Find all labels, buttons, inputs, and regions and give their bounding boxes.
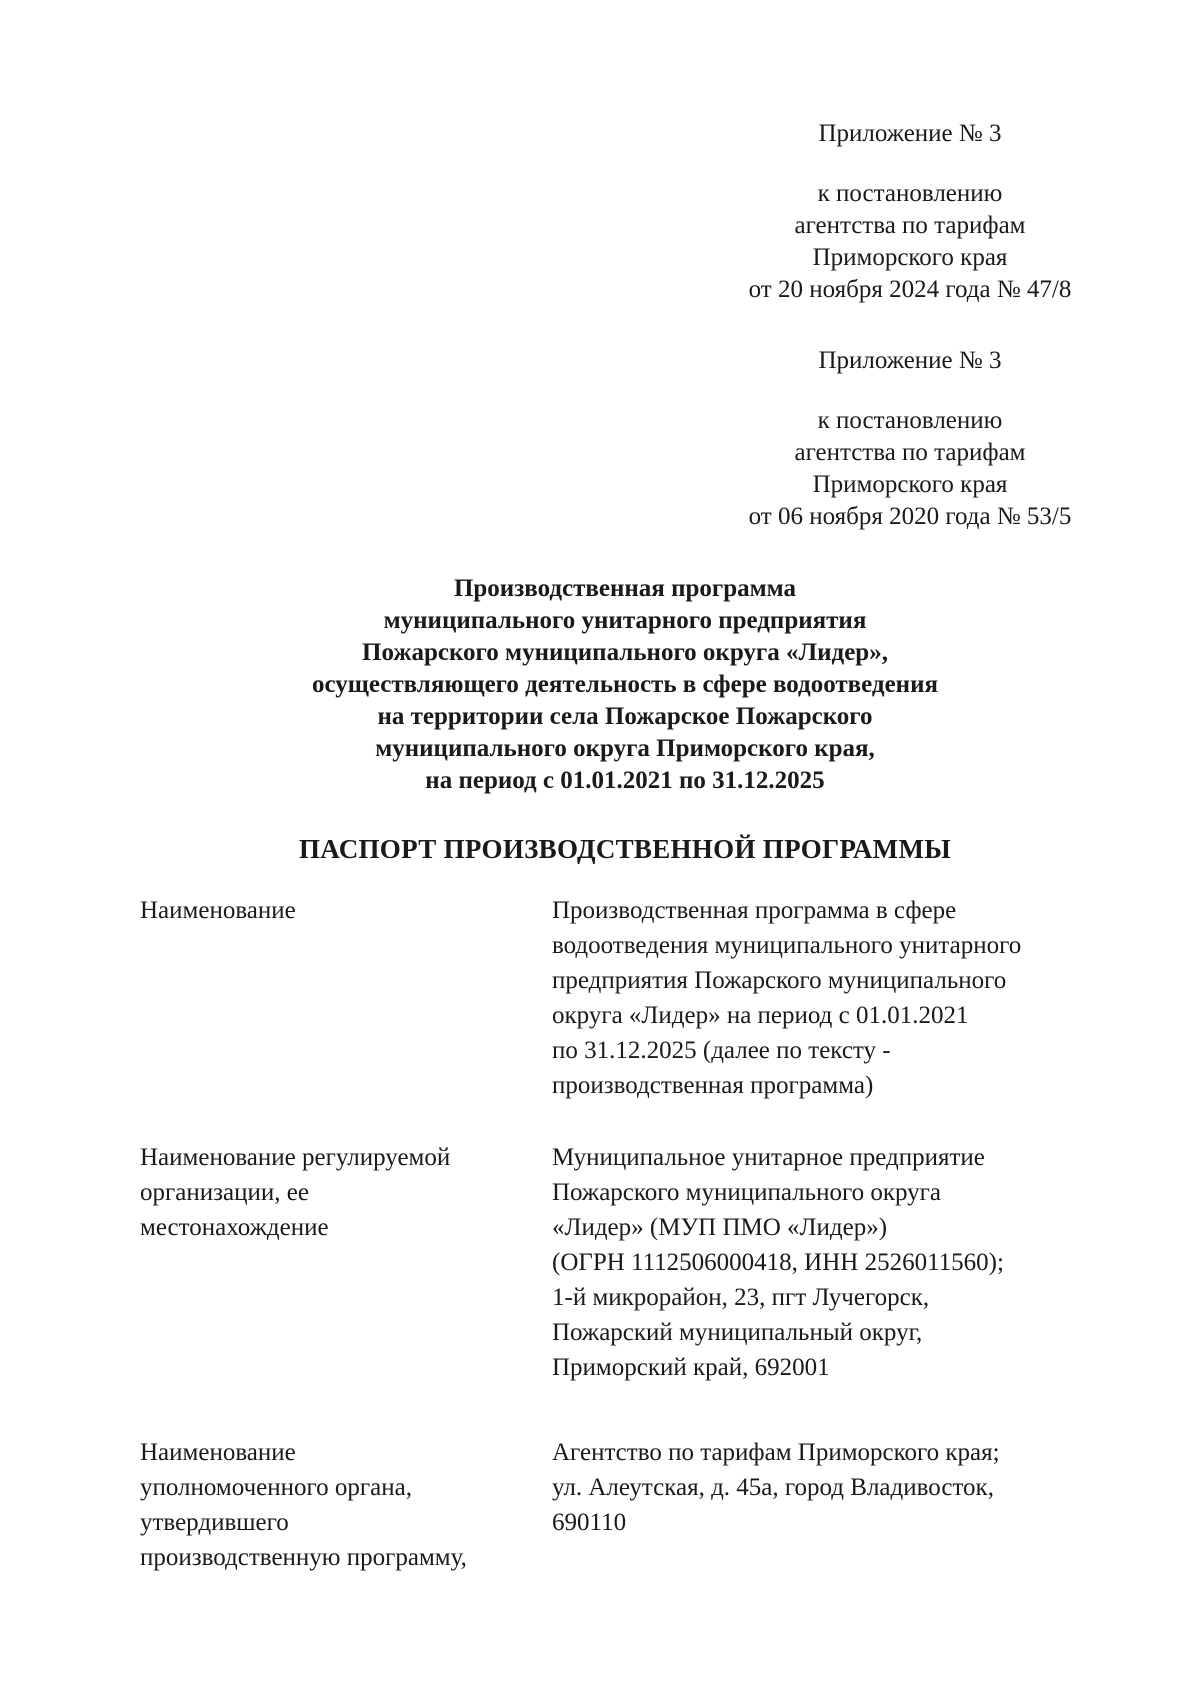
passport-row-label [140, 1435, 530, 1575]
value-line: водоотведения муниципального унитарного [552, 932, 1022, 959]
program-title-line: муниципального унитарного предприятия [383, 607, 867, 634]
passport-row-label [140, 893, 530, 928]
label-line: производственную программу, [140, 1544, 467, 1571]
program-title-line: на период с 01.01.2021 по 31.12.2025 [425, 767, 825, 794]
value-line: Пожарского муниципального округа [552, 1179, 941, 1206]
passport-row-value [552, 1140, 1112, 1385]
value-line: ул. Алеутская, д. 45а, город Владивосток, [552, 1474, 994, 1501]
program-title-line: муниципального округа Приморского края, [375, 735, 875, 762]
appendix-current-line: Приморского края [812, 244, 1008, 271]
appendix-current-reference [720, 178, 1100, 306]
label-line: Наименование регулируемой [140, 1144, 451, 1171]
appendix-original [720, 345, 1100, 533]
value-line: Приморский край, 692001 [552, 1354, 830, 1381]
label-line: Наименование [140, 897, 296, 924]
value-line: Пожарский муниципальный округ, [552, 1319, 923, 1346]
value-line: Производственная программа в сфере [552, 897, 957, 924]
program-title-line: осуществляющего деятельность в сфере водоотведения [311, 671, 938, 698]
appendix-original-line: от 06 ноября 2020 года № 53/5 [748, 503, 1072, 530]
appendix-original-line: к постановлению [817, 407, 1003, 434]
value-line: округа «Лидер» на период с 01.01.2021 [552, 1002, 969, 1029]
value-line: производственная программа) [552, 1072, 874, 1099]
appendix-original-line: агентства по тарифам [794, 439, 1026, 466]
appendix-current-line: агентства по тарифам [794, 212, 1026, 239]
appendix-current-line: к постановлению [817, 180, 1003, 207]
passport-heading: ПАСПОРТ ПРОИЗВОДСТВЕННОЙ ПРОГРАММЫ [298, 834, 952, 864]
value-line: по 31.12.2025 (далее по тексту - [552, 1037, 891, 1064]
program-title-line: Производственная программа [453, 575, 797, 602]
value-line: «Лидер» (МУП ПМО «Лидер») [552, 1214, 888, 1241]
value-line: предприятия Пожарского муниципального [552, 967, 1007, 994]
appendix-original-title: Приложение № 3 [818, 347, 1002, 374]
passport-row-label [140, 1140, 530, 1245]
value-line: 1-й микрорайон, 23, пгт Лучегорск, [552, 1284, 930, 1311]
label-line: местонахождение [140, 1214, 329, 1241]
passport-row-value [552, 893, 1112, 1103]
value-line: Агентство по тарифам Приморского края; [552, 1439, 1000, 1466]
value-line: (ОГРН 1112506000418, ИНН 2526011560); [552, 1249, 1004, 1276]
appendix-current [720, 118, 1100, 306]
appendix-original-reference [720, 405, 1100, 533]
label-line: организации, ее [140, 1179, 309, 1206]
passport-row-value [552, 1435, 1112, 1540]
program-title [200, 573, 1050, 797]
appendix-original-line: Приморского края [812, 471, 1008, 498]
appendix-current-line: от 20 ноября 2024 года № 47/8 [748, 276, 1072, 303]
value-line: 690110 [552, 1509, 627, 1536]
appendix-current-title: Приложение № 3 [818, 120, 1002, 147]
label-line: утвердившего [140, 1509, 289, 1536]
value-line: Муниципальное унитарное предприятие [552, 1144, 985, 1171]
program-title-line: на территории села Пожарское Пожарского [377, 703, 873, 730]
program-title-line: Пожарского муниципального округа «Лидер», [362, 639, 888, 666]
label-line: Наименование [140, 1439, 296, 1466]
label-line: уполномоченного органа, [140, 1474, 412, 1501]
